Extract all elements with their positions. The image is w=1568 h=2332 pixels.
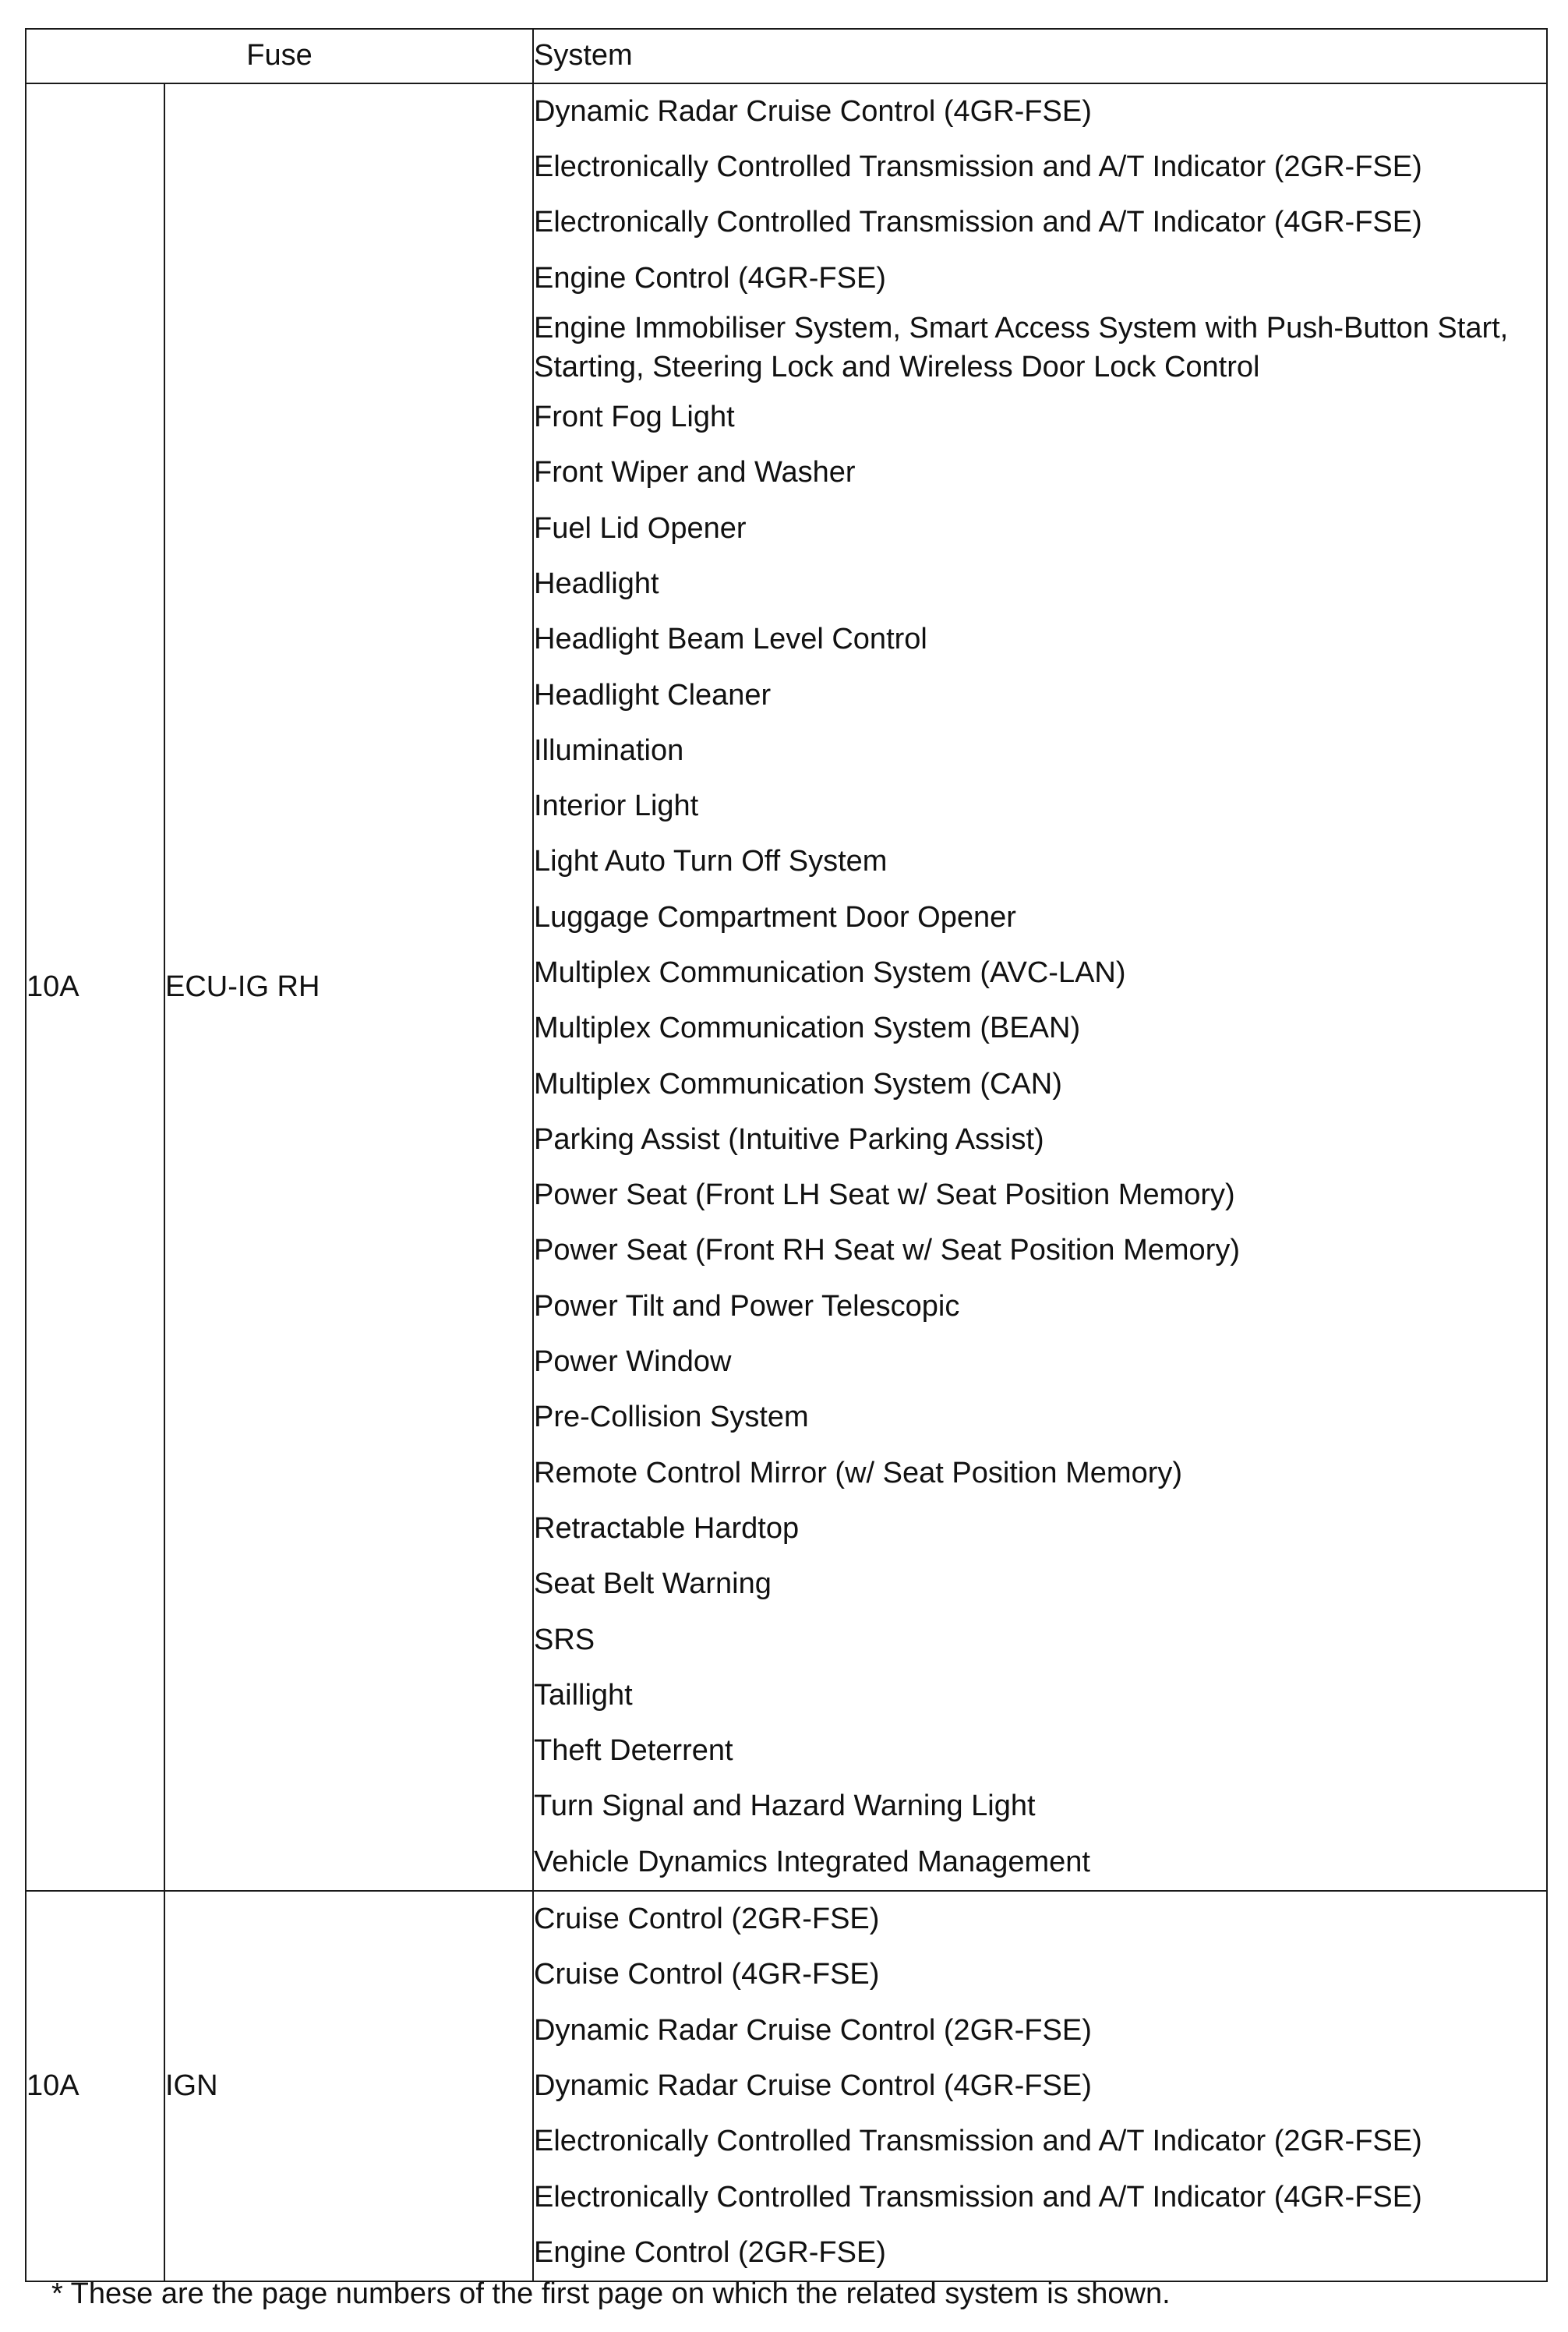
- system-item-label: Engine Immobiliser System, Smart Access System with Push-Button Start, Starting, Steering Lock and Wireless Door Lock Control: [534, 312, 1509, 383]
- table-row: [26, 1891, 1547, 2281]
- system-item: [534, 1668, 1546, 1723]
- system-item-label: Electronically Controlled Transmission and A/T Indicator (4GR-FSE): [534, 2180, 1422, 2214]
- fuse-name: IGN: [164, 1891, 533, 2281]
- table-body: [26, 83, 1547, 2281]
- table-header-row: [26, 29, 1547, 83]
- system-item-label: Electronically Controlled Transmission and A/T Indicator (4GR-FSE): [534, 206, 1422, 239]
- system-item: [534, 1779, 1546, 1835]
- system-item-label: Power Seat (Front LH Seat w/ Seat Position Memory): [534, 1178, 1235, 1212]
- system-column-header: System: [533, 29, 1547, 83]
- system-item: [534, 1334, 1546, 1390]
- system-item: [534, 779, 1546, 834]
- system-item-label: Fuel Lid Opener: [534, 511, 747, 545]
- system-item: [534, 612, 1546, 667]
- system-item-label: Engine Control (2GR-FSE): [534, 2235, 886, 2269]
- system-item-label: Pre-Collision System: [534, 1401, 809, 1434]
- system-item-label: Power Seat (Front RH Seat w/ Seat Position Memory): [534, 1234, 1241, 1267]
- system-item: [534, 1556, 1546, 1612]
- system-item: [534, 2003, 1546, 2058]
- system-item-label: Electronically Controlled Transmission and A/T Indicator (2GR-FSE): [534, 2125, 1422, 2158]
- system-item-label: Retractable Hardtop: [534, 1511, 800, 1545]
- system-item: [534, 890, 1546, 945]
- system-item-label: Luggage Compartment Door Opener: [534, 900, 1016, 934]
- system-item: [534, 2114, 1546, 2169]
- system-item-label: Cruise Control (4GR-FSE): [534, 1958, 880, 1991]
- system-item: [534, 251, 1546, 306]
- system-item-label: SRS: [534, 1623, 595, 1656]
- system-item: [534, 196, 1546, 251]
- system-item: [534, 835, 1546, 890]
- system-item: [534, 2225, 1546, 2281]
- fuse-amperage: 10A: [26, 1891, 164, 2281]
- system-item: [534, 1501, 1546, 1556]
- footnote: * These are the page numbers of the first page on which the related system is shown.: [51, 2277, 1171, 2310]
- system-item: [534, 140, 1546, 195]
- system-item-label: Multiplex Communication System (CAN): [534, 1067, 1062, 1101]
- system-item: [534, 1112, 1546, 1168]
- system-item-label: Cruise Control (2GR-FSE): [534, 1903, 880, 1936]
- system-item: [534, 84, 1546, 140]
- system-item: [534, 501, 1546, 556]
- system-item: [534, 668, 1546, 723]
- fuse-name: ECU-IG RH: [164, 83, 533, 1891]
- system-item-label: Headlight Beam Level Control: [534, 623, 927, 656]
- system-item-label: Remote Control Mirror (w/ Seat Position Memory): [534, 1456, 1183, 1489]
- system-item-label: Vehicle Dynamics Integrated Management: [534, 1845, 1090, 1878]
- system-item-label: Power Tilt and Power Telescopic: [534, 1289, 960, 1323]
- system-item: [534, 390, 1546, 445]
- system-item-label: Dynamic Radar Cruise Control (2GR-FSE): [534, 2013, 1092, 2047]
- system-item-label: Power Window: [534, 1345, 732, 1379]
- system-item: [534, 306, 1546, 390]
- system-item: [534, 1835, 1546, 1890]
- system-item-label: Parking Assist (Intuitive Parking Assist): [534, 1122, 1044, 1156]
- system-item: [534, 945, 1546, 1001]
- system-item-label: Multiplex Communication System (BEAN): [534, 1012, 1081, 1045]
- system-item-label: Interior Light: [534, 790, 699, 823]
- system-item: [534, 723, 1546, 779]
- system-item: [534, 1224, 1546, 1279]
- system-item: [534, 1446, 1546, 1501]
- system-list: [533, 1891, 1547, 2281]
- system-item: [534, 1948, 1546, 2003]
- system-item: [534, 1001, 1546, 1056]
- system-item: [534, 1279, 1546, 1334]
- table-row: [26, 83, 1547, 1891]
- fuse-amperage: 10A: [26, 83, 164, 1891]
- system-item-label: Headlight: [534, 567, 659, 600]
- system-item-label: Light Auto Turn Off System: [534, 845, 888, 878]
- system-item: [534, 1892, 1546, 1947]
- fuse-system-table: [25, 28, 1548, 2282]
- system-item-label: Front Fog Light: [534, 401, 735, 434]
- system-item-label: Electronically Controlled Transmission and A/T Indicator (2GR-FSE): [534, 150, 1422, 184]
- fuse-column-header: Fuse: [26, 29, 533, 83]
- system-item: [534, 445, 1546, 500]
- system-item-label: Multiplex Communication System (AVC-LAN): [534, 956, 1126, 989]
- system-item: [534, 1057, 1546, 1112]
- system-item-label: Seat Belt Warning: [534, 1567, 772, 1601]
- system-item-label: Taillight: [534, 1678, 633, 1712]
- system-item-label: Turn Signal and Hazard Warning Light: [534, 1790, 1036, 1823]
- system-item-label: Engine Control (4GR-FSE): [534, 261, 886, 295]
- system-item: [534, 1723, 1546, 1779]
- system-item: [534, 1613, 1546, 1668]
- system-item: [534, 2058, 1546, 2114]
- system-list: [533, 83, 1547, 1891]
- system-item: [534, 556, 1546, 612]
- system-item-label: Theft Deterrent: [534, 1734, 733, 1768]
- system-item: [534, 1168, 1546, 1223]
- system-item-label: Front Wiper and Washer: [534, 456, 856, 489]
- system-item-label: Headlight Cleaner: [534, 678, 772, 712]
- system-item: [534, 2170, 1546, 2225]
- system-item-label: Dynamic Radar Cruise Control (4GR-FSE): [534, 94, 1092, 128]
- system-item: [534, 1390, 1546, 1446]
- system-item-label: Dynamic Radar Cruise Control (4GR-FSE): [534, 2069, 1092, 2102]
- system-item-label: Illumination: [534, 733, 684, 767]
